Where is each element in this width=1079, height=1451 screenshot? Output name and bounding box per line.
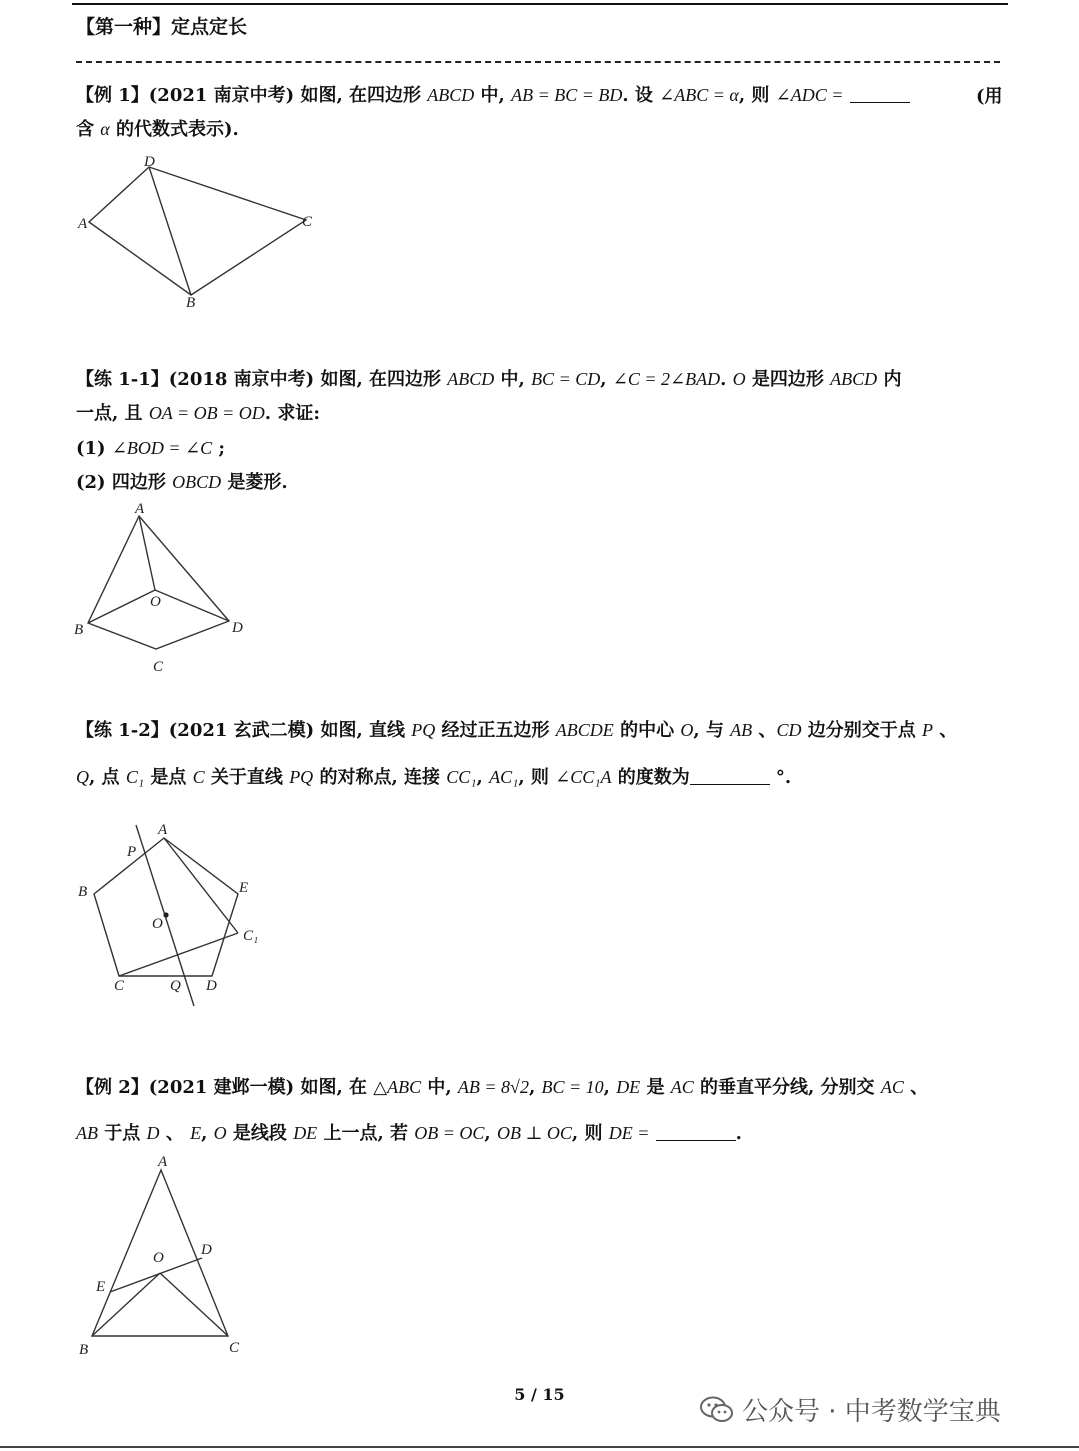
pentagon-abcde bbox=[94, 838, 238, 976]
watermark-text: 公众号 · 中考数学宝典 bbox=[742, 1397, 1001, 1427]
label-d: D bbox=[206, 978, 217, 994]
ex1-line1: 【例 1】(2021 南京中考) 如图, 在四边形 ABCD 中, AB = BC = BD. 设 ∠ABC = α, 则 ∠ADC = bbox=[76, 82, 910, 109]
p11-line2: 一点, 且 OA = OB = OD. 求证: bbox=[76, 403, 320, 424]
label-e: E bbox=[239, 880, 249, 896]
quadrilateral-abcd bbox=[89, 167, 306, 295]
p12-figure bbox=[70, 818, 270, 1013]
quadrilateral-abcd bbox=[88, 516, 229, 649]
label-c1: C₁ bbox=[243, 928, 259, 944]
label-d: D bbox=[232, 620, 243, 636]
label-q: Q bbox=[170, 978, 181, 994]
answer-blank bbox=[656, 1122, 736, 1141]
page-number: 5 / 15 bbox=[514, 1385, 565, 1404]
label-c: C bbox=[229, 1340, 240, 1356]
diagonal-bd bbox=[149, 167, 191, 295]
segment-od bbox=[155, 590, 229, 621]
ex2-figure bbox=[70, 1148, 270, 1358]
ex1-bracket: (用 bbox=[976, 86, 1003, 107]
center-point-o bbox=[163, 912, 168, 917]
label-c: C bbox=[302, 214, 313, 230]
label-a: A bbox=[135, 501, 145, 517]
label-o: O bbox=[152, 916, 163, 932]
label-b: B bbox=[78, 884, 88, 900]
label-b: B bbox=[74, 622, 84, 638]
ex2-line1: 【例 2】(2021 建邺一模) 如图, 在 △ABC 中, AB = 8√2, BC = 10, DE 是 AC 的垂直平分线, 分别交 AC 、 bbox=[76, 1077, 929, 1098]
watermark bbox=[700, 1391, 1001, 1431]
label-b: B bbox=[186, 295, 196, 311]
ex1-line2: 含 α 的代数式表示). bbox=[76, 119, 239, 140]
label-p: P bbox=[127, 844, 137, 860]
p11-figure bbox=[66, 496, 266, 681]
label-c: C bbox=[114, 978, 125, 994]
wechat-icon bbox=[700, 1396, 734, 1431]
answer-blank bbox=[850, 84, 910, 103]
segment-ob bbox=[88, 590, 155, 623]
dashed-divider bbox=[76, 61, 1000, 63]
label-a: A bbox=[78, 216, 88, 232]
label-d: D bbox=[201, 1242, 212, 1258]
label-a: A bbox=[158, 1154, 168, 1170]
segment-cc1 bbox=[119, 933, 238, 976]
label-o: O bbox=[150, 594, 161, 610]
p11-line3: (1) ∠BOD = ∠C ; bbox=[76, 438, 226, 459]
answer-blank bbox=[690, 766, 770, 785]
p11-line4: (2) 四边形 OBCD 是菱形. bbox=[76, 472, 288, 493]
p12-line1: 【练 1-2】(2021 玄武二模) 如图, 直线 PQ 经过正五边形 ABCDE 的中心 O, 与 AB 、CD 边分别交于点 P 、 bbox=[76, 720, 958, 741]
top-rule bbox=[72, 3, 1008, 5]
bottom-rule bbox=[0, 1446, 1079, 1448]
p12-line2: Q, 点 C₁ 是点 C 关于直线 PQ 的对称点, 连接 CC₁, AC₁, 则 ∠CC₁A 的度数为 °. bbox=[76, 767, 792, 788]
p11-line1: 【练 1-1】(2018 南京中考) 如图, 在四边形 ABCD 中, BC = CD, ∠C = 2∠BAD. O 是四边形 ABCD 内 bbox=[76, 369, 902, 390]
label-c: C bbox=[153, 659, 164, 675]
segment-oc bbox=[160, 1273, 228, 1336]
label-e: E bbox=[96, 1279, 106, 1295]
section-title: 【第一种】定点定长 bbox=[76, 16, 248, 38]
label-a: A bbox=[158, 822, 168, 838]
label-b: B bbox=[79, 1342, 89, 1358]
ex2-line2: AB 于点 D 、 E, O 是线段 DE 上一点, 若 OB = OC, OB ⊥ OC, 则 DE = . bbox=[76, 1123, 742, 1144]
label-d: D bbox=[144, 154, 155, 170]
label-o: O bbox=[153, 1250, 164, 1266]
segment-oa bbox=[139, 516, 155, 590]
ex1-figure bbox=[70, 150, 330, 320]
